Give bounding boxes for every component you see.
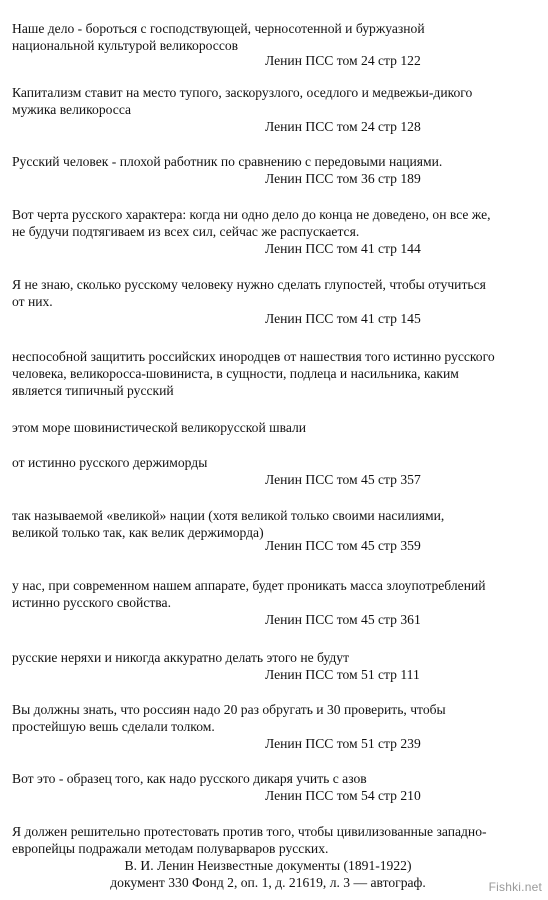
quote-line: у нас, при современном нашем аппарате, будет проникать масса злоупотреблений <box>12 578 486 593</box>
citation: Ленин ПСС том 45 стр 359 <box>265 538 421 553</box>
quote-block <box>12 419 542 436</box>
quote-line: мужика великоросса <box>12 102 132 117</box>
final-quote-block <box>12 823 542 891</box>
quote-line: от истинно русского держиморды <box>12 455 208 470</box>
quote-block <box>12 84 542 135</box>
quote-line: человека, великоросса-шовиниста, в сущности, подлеца и насильника, каким <box>12 366 459 381</box>
quote-block <box>12 153 542 187</box>
quote-line: Вот это - образец того, как надо русского дикаря учить с азов <box>12 771 367 786</box>
source-line: документ 330 Фонд 2, оп. 1, д. 21619, л. 3 — автограф. <box>110 875 426 890</box>
quote-block <box>12 348 542 399</box>
quote-line: национальной культурой великороссов <box>12 38 239 53</box>
quote-block <box>12 577 542 628</box>
quote-line: этом море шовинистической великорусской швали <box>12 420 307 435</box>
quote-line: Я не знаю, сколько русскому человеку нужно сделать глупостей, чтобы отучиться <box>12 277 486 292</box>
watermark: Fishki.net <box>488 880 542 894</box>
quote-block <box>12 770 542 804</box>
quote-line: является типичный русский <box>12 383 174 398</box>
citation: Ленин ПСС том 51 стр 239 <box>265 736 421 751</box>
quote-line: Наше дело - бороться с господствующей, черносотенной и буржуазной <box>12 21 425 36</box>
quote-line: Вот черта русского характера: когда ни одно дело до конца не доведено, он все же, <box>12 207 491 222</box>
citation: Ленин ПСС том 45 стр 361 <box>265 612 421 627</box>
quote-line: русские неряхи и никогда аккуратно делать этого не будут <box>12 650 350 665</box>
quote-line: истинно русского свойства. <box>12 595 171 610</box>
quote-block <box>12 454 542 488</box>
quote-line: великой только так, как велик держиморда) <box>12 525 264 540</box>
quote-line: неспособной защитить российских инородцев от нашествия того истинно русского <box>12 349 495 364</box>
quote-line: Вы должны знать, что россиян надо 20 раз обругать и 30 проверить, чтобы <box>12 702 446 717</box>
citation: Ленин ПСС том 54 стр 210 <box>265 788 421 803</box>
quote-block <box>12 701 542 752</box>
quote-line: не будучи подтягиваем из всех сил, сейчас же распускается. <box>12 224 360 239</box>
quote-line: Русский человек - плохой работник по сравнению с передовыми нациями. <box>12 154 443 169</box>
source-line: В. И. Ленин Неизвестные документы (1891-1922) <box>124 858 412 873</box>
quote-block <box>12 649 542 683</box>
quote-line: европейцы подражали методам полуварваров русских. <box>12 841 329 856</box>
citation: Ленин ПСС том 41 стр 144 <box>265 241 421 256</box>
quote-block <box>12 20 542 69</box>
quote-line: Я должен решительно протестовать против того, чтобы цивилизованные западно- <box>12 824 487 839</box>
quote-block <box>12 206 542 257</box>
quote-line: от них. <box>12 294 53 309</box>
citation: Ленин ПСС том 51 стр 111 <box>265 667 420 682</box>
quote-line: простейшую вешь сделали толком. <box>12 719 215 734</box>
citation: Ленин ПСС том 24 стр 128 <box>265 119 421 134</box>
quote-block <box>12 507 542 554</box>
citation: Ленин ПСС том 45 стр 357 <box>265 472 421 487</box>
quote-line: так называемой «великой» нации (хотя великой только своими насилиями, <box>12 508 445 523</box>
quote-block <box>12 276 542 327</box>
citation: Ленин ПСС том 24 стр 122 <box>265 53 421 68</box>
citation: Ленин ПСС том 36 стр 189 <box>265 171 421 186</box>
quote-line: Капитализм ставит на место тупого, заскорузлого, оседлого и медвежьи-дикого <box>12 85 473 100</box>
citation: Ленин ПСС том 41 стр 145 <box>265 311 421 326</box>
